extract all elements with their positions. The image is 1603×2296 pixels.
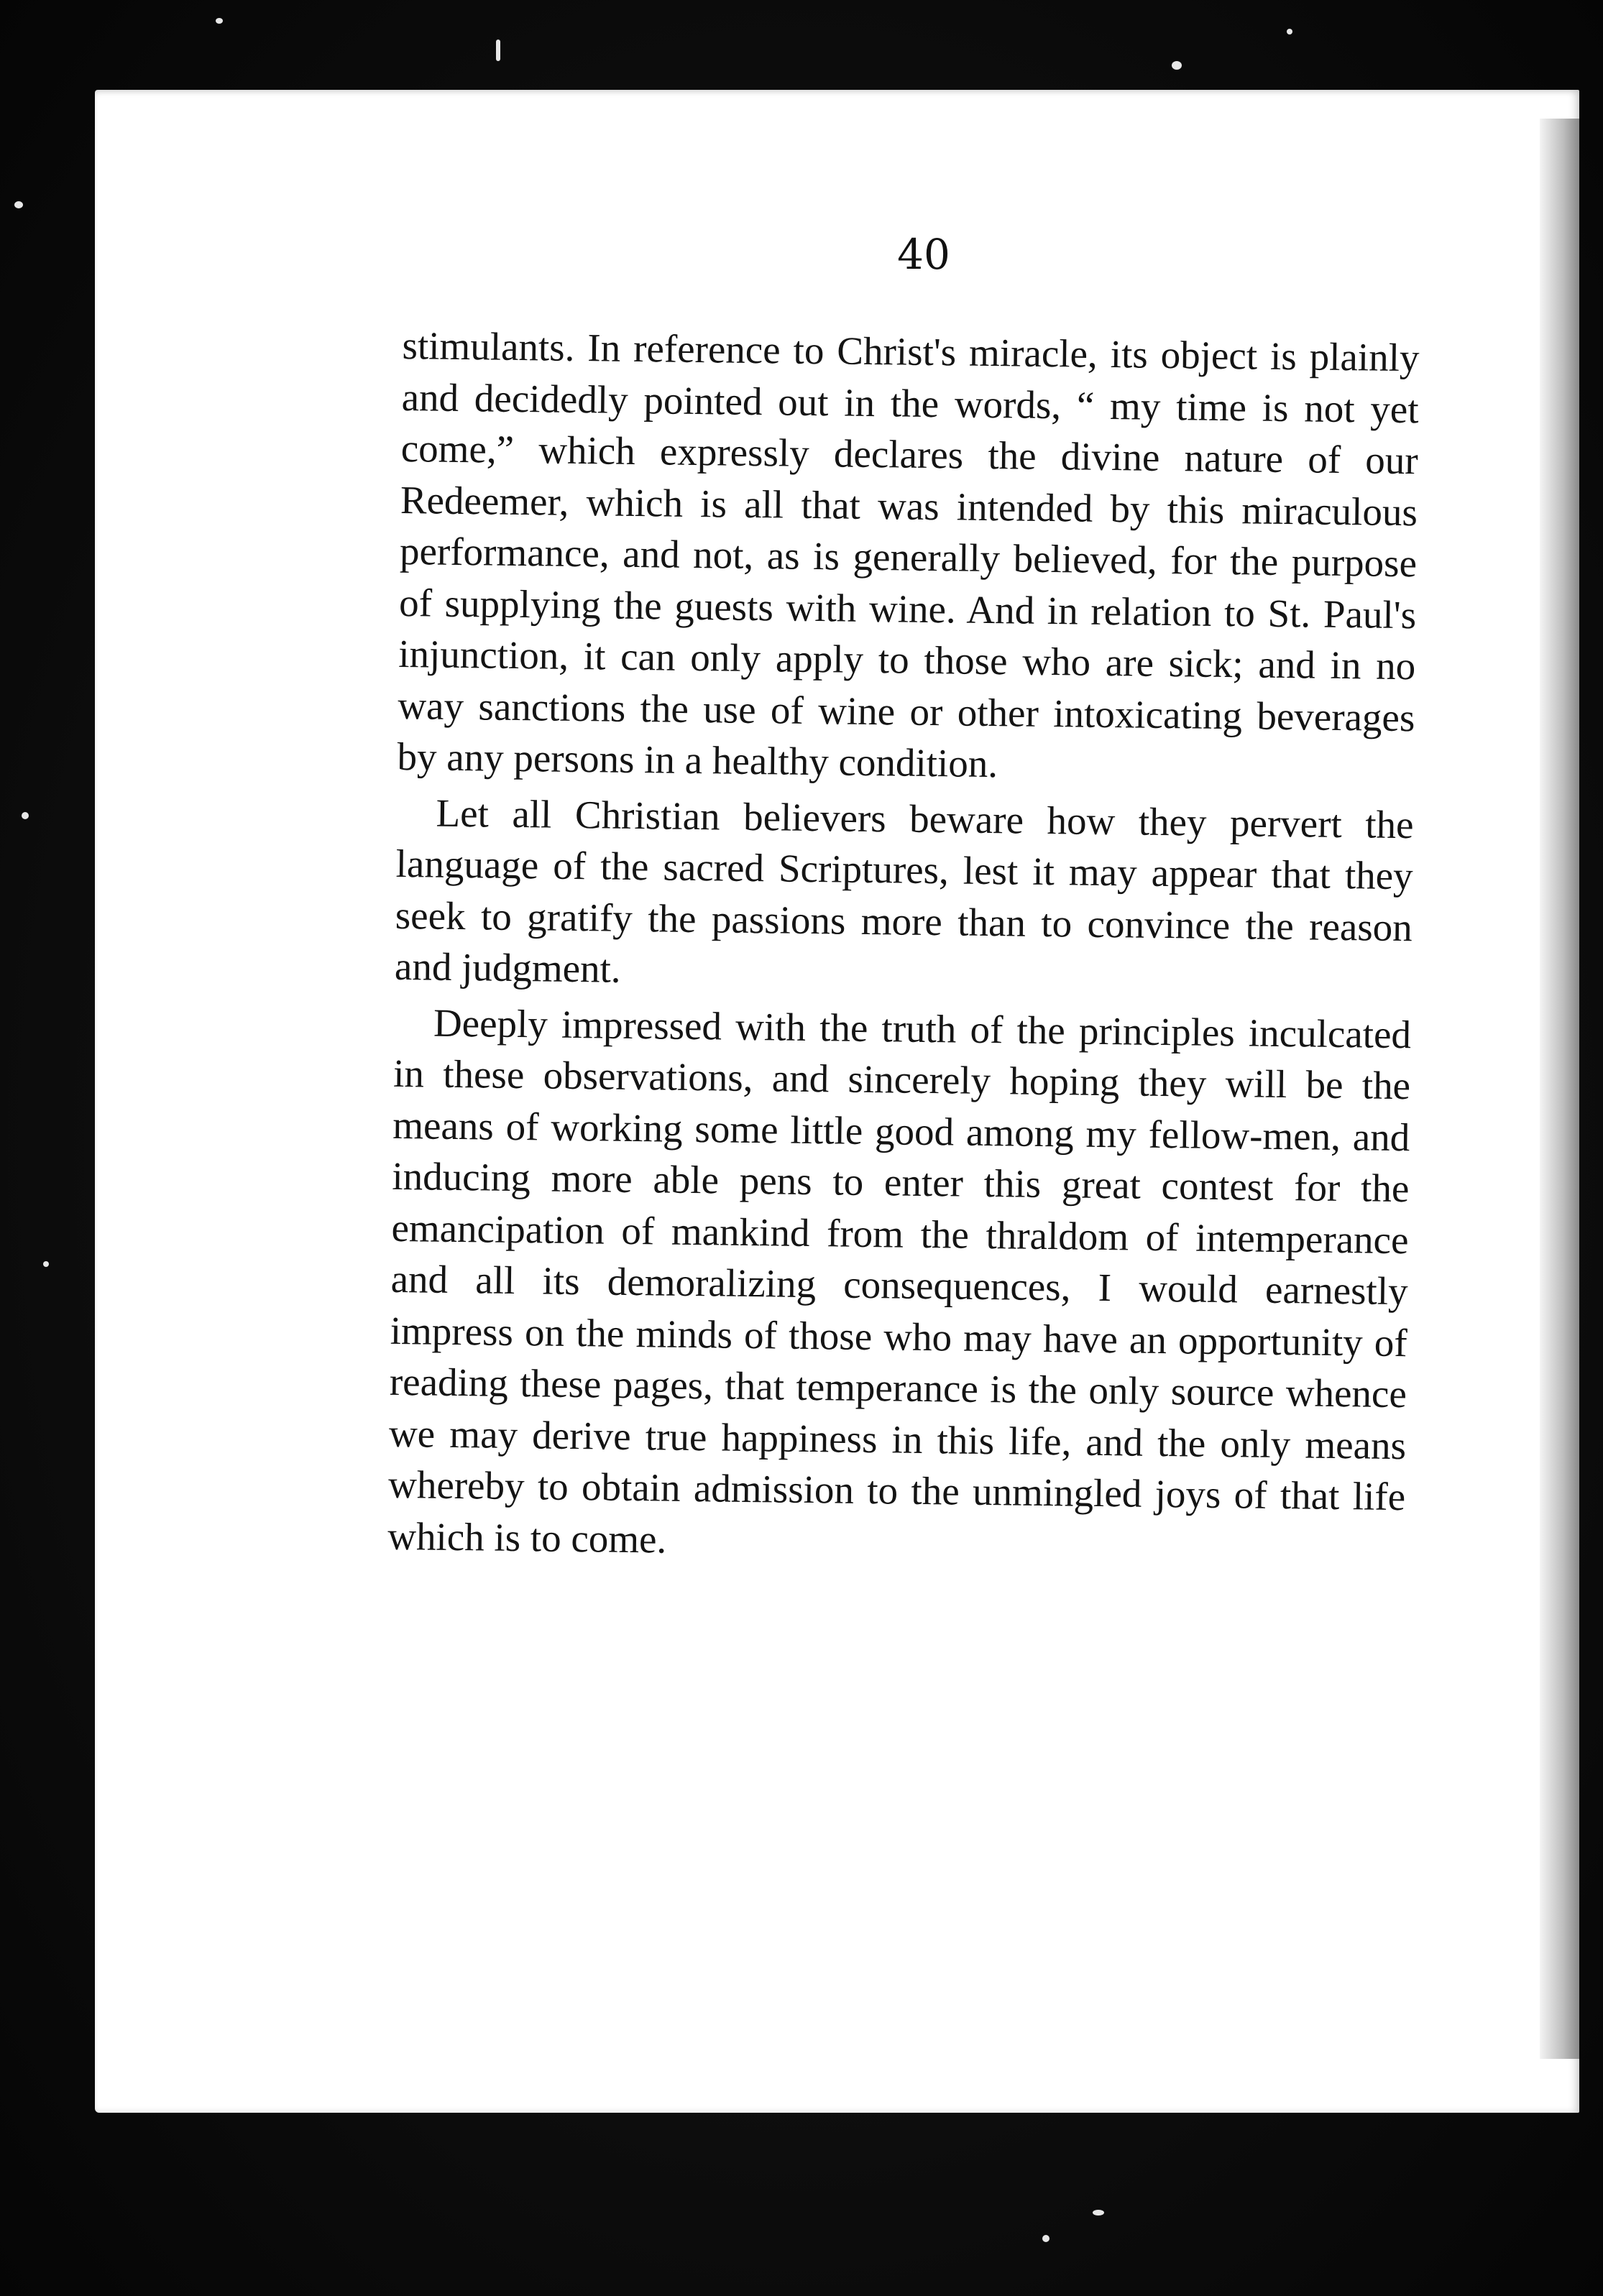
page-edge-shadow xyxy=(1540,119,1579,2059)
paragraph-continuation: stimulants. In reference to Christ's miracle, its object is plainly and decidedly pointed out in the words, “ my time is not yet come,” which expressly declares the divine nature of our Redeemer, which is all that was intended by this miraculous performance, and not, as is generally believed, for the purpose of supplying the guests with wine. And in relation to St. Paul's injunction, it can only apply to those who are sick; and in no way sanctions the use of wine or other intoxicating beverages by any persons in a healthy condition. xyxy=(397,323,1420,786)
page-number: 40 xyxy=(897,230,950,279)
dust-speck xyxy=(43,1261,49,1267)
dust-speck xyxy=(1042,2235,1049,2242)
dust-speck xyxy=(1287,29,1292,34)
dust-speck xyxy=(1093,2210,1104,2216)
dust-speck xyxy=(216,18,223,24)
dust-speck xyxy=(496,40,500,61)
dust-speck xyxy=(14,201,23,208)
paragraph-scripture-warning: Let all Christian believers beware how they pervert the language of the sacred Scriptures, lest it may appear that they seek to gratify the passions more than to convince the reason and judgment. xyxy=(394,790,1414,991)
paragraph-closing: Deeply impressed with the truth of the principles inculcated in these observations, and sincerely hoping they will be the means of working some little good among my fellow-men, and inducing more able pens to enter this great contest for the emancipation of mankind from the thraldom of intemperance and all its demoralizing consequences, I would earnestly impress on the minds of those who may have an opportunity of reading these pages, that temperance is the only source whence we may derive true happiness in this life, and the only means whereby to obtain admission to the unmingled joys of that life which is to come. xyxy=(387,1000,1412,1562)
dust-speck xyxy=(22,812,29,819)
dust-speck xyxy=(1172,61,1182,70)
body-text xyxy=(387,320,1420,1578)
